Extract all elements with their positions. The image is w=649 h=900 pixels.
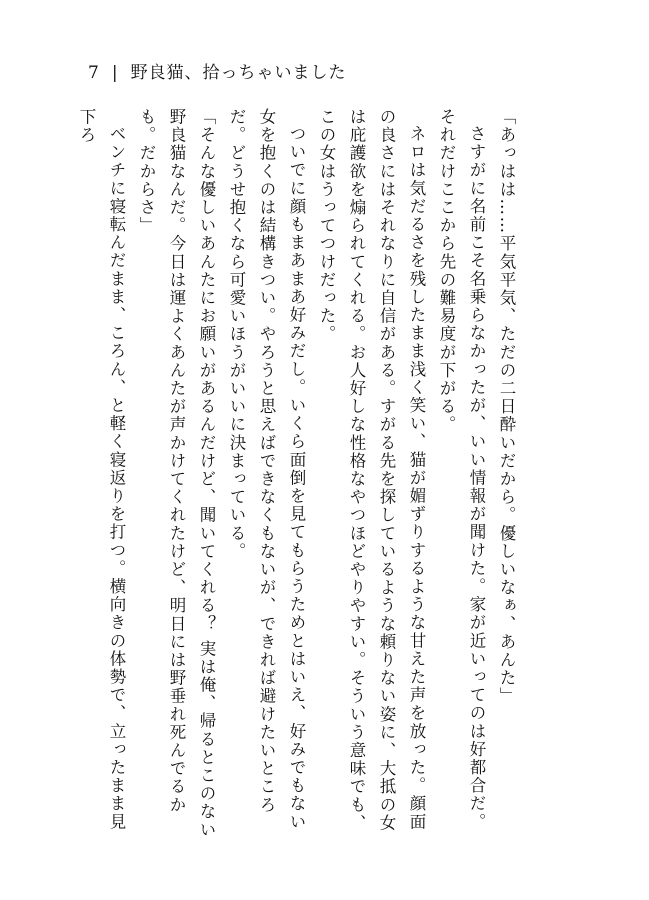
page-number: 7 [88,63,100,83]
paragraph-narration-1: さすがに名前こそ名乗らなかったが、いい情報が聞けた。家が近いってのは好都合だ。それだけここから先の難易度が下がる。 [437,108,486,831]
header-separator: | [111,63,119,83]
paragraph-dialogue-1: 「あっはは……平気平気、ただの二日酔いだから。優しいなぁ、あんた」 [497,108,516,706]
vertical-body-text [77,108,521,848]
paragraph-narration-2: ネロは気だるさを残したまま浅く笑い、猫が媚ずりするような甘えた声を放った。顔面の良さにはそれなりに自信がある。すがる先を探しているような頼りない姿に、大抵の女は庇護欲を煽られてくれる。お人好しな性格なやつほどやりやすい。そういう意味でも、この女はうってつけだった。 [317,108,426,832]
running-header [88,58,347,83]
paragraph-narration-4: ベンチに寝転んだまま、ころん、と軽く寝返りを打つ。横向きの体勢で、立ったまま見下ろ [77,108,126,831]
chapter-title: 野良猫、拾っちゃいました [130,63,347,83]
paragraph-dialogue-2: 「そんな優しいあんたにお願いがあるんだけど、聞いてくれる？ 実は俺、帰るとこのない野良猫なんだ。今日は運よくあんたが声かけてくれたけど、明日には野垂れ死んでるかも。だからさ」 [137,108,216,839]
paragraph-narration-3: ついでに顔もまあまあ好みだし。いくら面倒を見てもらうためとはいえ、好みでもない女を抱くのは結構きつい。やろうと思えばできなくもないが、できれば避けたいところだ。どうせ抱くなら可愛いほうがいいに決まっている。 [227,108,306,831]
